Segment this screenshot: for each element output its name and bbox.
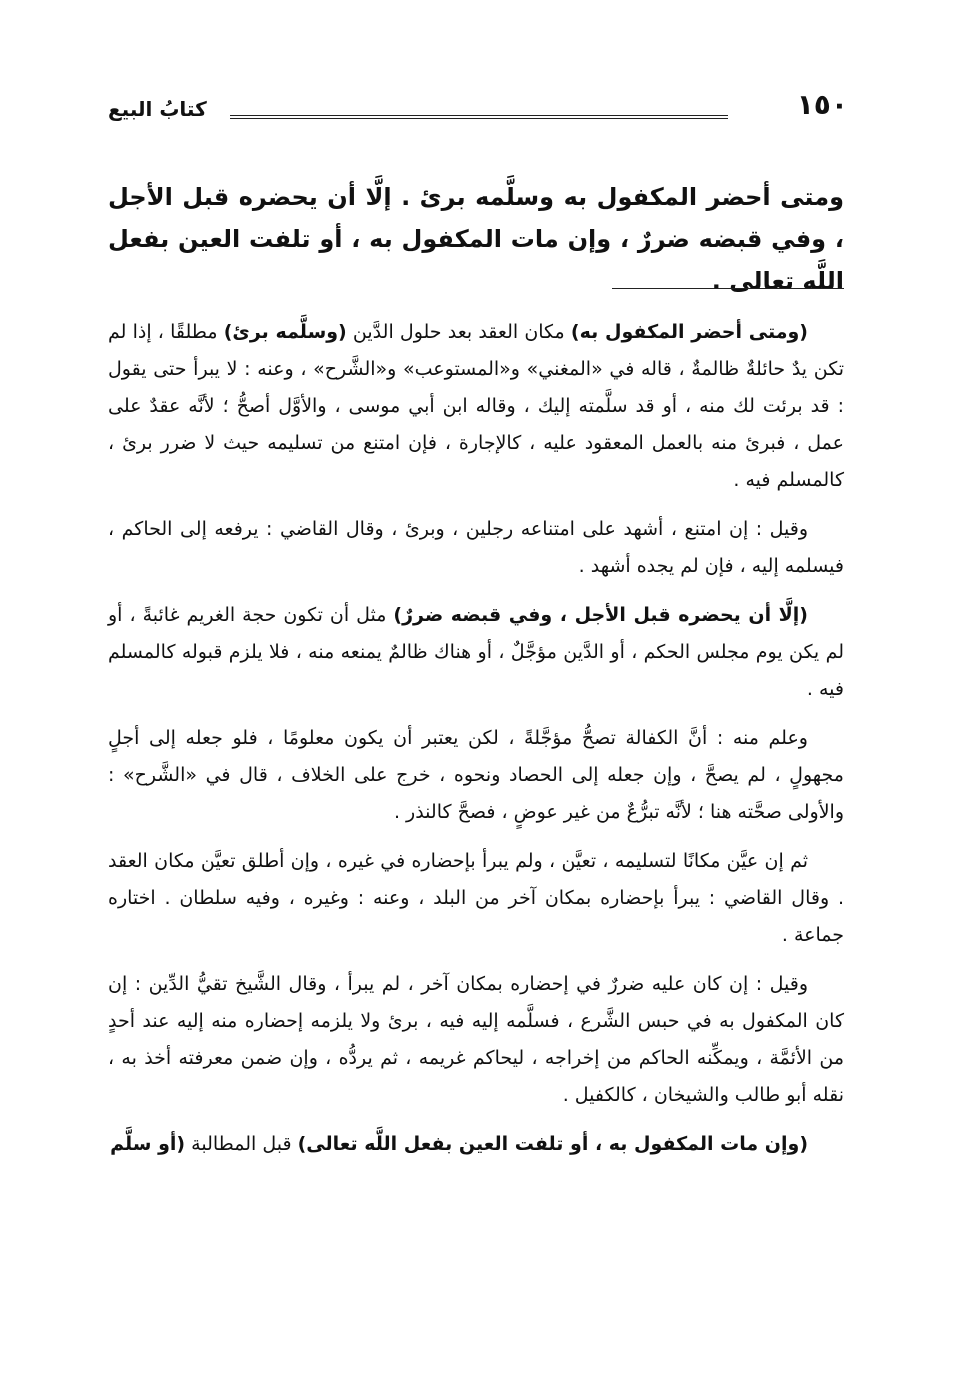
commentary-paragraph-3: [108, 597, 844, 708]
section-divider: [612, 288, 844, 289]
main-text: ومتى أحضر المكفول به وسلَّمه برئ . إلَّا أن يحضره قبل الأجل ، وفي قبضه ضررٌ ، وإن مات المكفول به ، أو تلفت العين بفعل اللَّه تعالى .: [108, 183, 844, 295]
quoted-phrase: (أو سلَّم: [110, 1133, 186, 1155]
commentary-text: مثل أن تكون حجة الغريم غائبةً ، أو لم يكن يوم مجلس الحكم ، أو الدَّين مؤجَّلٌ ، أو هناك ظالمٌ يمنعه منه ، فلا يلزم قبوله كالمسلم فيه .: [108, 604, 844, 700]
commentary-paragraph-4: وعلم منه : أنَّ الكفالة تصحُّ مؤجَّلةً ، لكن يعتبر أن يكون معلومًا ، فلو جعله إلى أجلٍ مجهولٍ ، لم يصحَّ ، وإن جعله إلى الحصاد ونحوه ، خرج على الخلاف ، قال في «الشَّرح» : والأولى صحَّته هنا ؛ لأنَّه تبرُّعٌ من غير عوضٍ ، فصحَّ كالنذر .: [108, 727, 844, 823]
commentary-paragraph-2: وقيل : إن امتنع ، أشهد على امتناعه رجلين ، وبرئ ، وقال القاضي : يرفعه إلى الحاكم ، فيسلمه إليه ، فإن لم يجده أشهد .: [108, 518, 844, 577]
commentary-paragraph-6: وقيل : إن كان عليه ضررٌ في إحضاره بمكان آخر ، لم يبرأ ، وقال الشَّيخ تقيُّ الدِّين : إن كان المكفول به في حبس الشَّرع ، فسلَّمه إليه فيه ، برئ ولا يلزمه إحضاره منه إليه عند أحدٍ من الأئمَّة ، ويمكِّنه الحاكم من إخراجه ، ليحاكم غريمه ، ثم يردُّه ، وإن ضمن معرفته أخذ به ، نقله أبو طالب والشيخان ، كالكفيل .: [108, 973, 844, 1106]
quoted-phrase: (ومتى أحضر المكفول به): [570, 321, 808, 343]
commentary-text: قبل المطالبة: [185, 1133, 298, 1155]
header-rule: [230, 115, 728, 119]
book-title: كتابُ البيع: [108, 97, 207, 121]
page-number: ١٥٠: [796, 88, 848, 121]
commentary: [108, 314, 844, 1175]
quoted-phrase: (وسلَّمه برئ): [223, 321, 347, 343]
page-header: [108, 88, 848, 128]
quoted-phrase: (إلَّا أن يحضره قبل الأجل ، وفي قبضه ضررٌ): [393, 604, 808, 626]
quoted-phrase: (وإن مات المكفول به ، أو تلفت العين بفعل اللَّه تعالى): [297, 1133, 808, 1155]
commentary-text: مطلقًا ، إذا لم تكن يدٌ حائلةٌ ظالمةٌ ، قاله في «المغني» و«المستوعب» و«الشَّرح» ، وعنه : لا يبرأ حتى يقول : قد برئت لك منه ، أو قد سلَّمته إليك ، وقاله ابن أبي موسى ، والأوَّل أصحُّ ؛ لأنَّه عقدٌ على عمل ، فبرئ منه بالعمل المعقود عليه ، كالإجارة ، فإن امتنع من تسليمه حيث لا ضرر برئ ، كالمسلم فيه .: [108, 321, 844, 491]
commentary-paragraph-5: ثم إن عيَّن مكانًا لتسليمه ، تعيَّن ، ولم يبرأ بإحضاره في غيره ، وإن أطلق تعيَّن مكان العقد . وقال القاضي : يبرأ بإحضاره بمكان آخر من البلد ، وعنه : وغيره ، وفيه سلطان . اختاره جماعة .: [108, 850, 844, 946]
commentary-text: مكان العقد بعد حلول الدَّين: [346, 321, 571, 343]
commentary-paragraph-1: [108, 314, 844, 499]
commentary-paragraph-7: [108, 1126, 844, 1163]
